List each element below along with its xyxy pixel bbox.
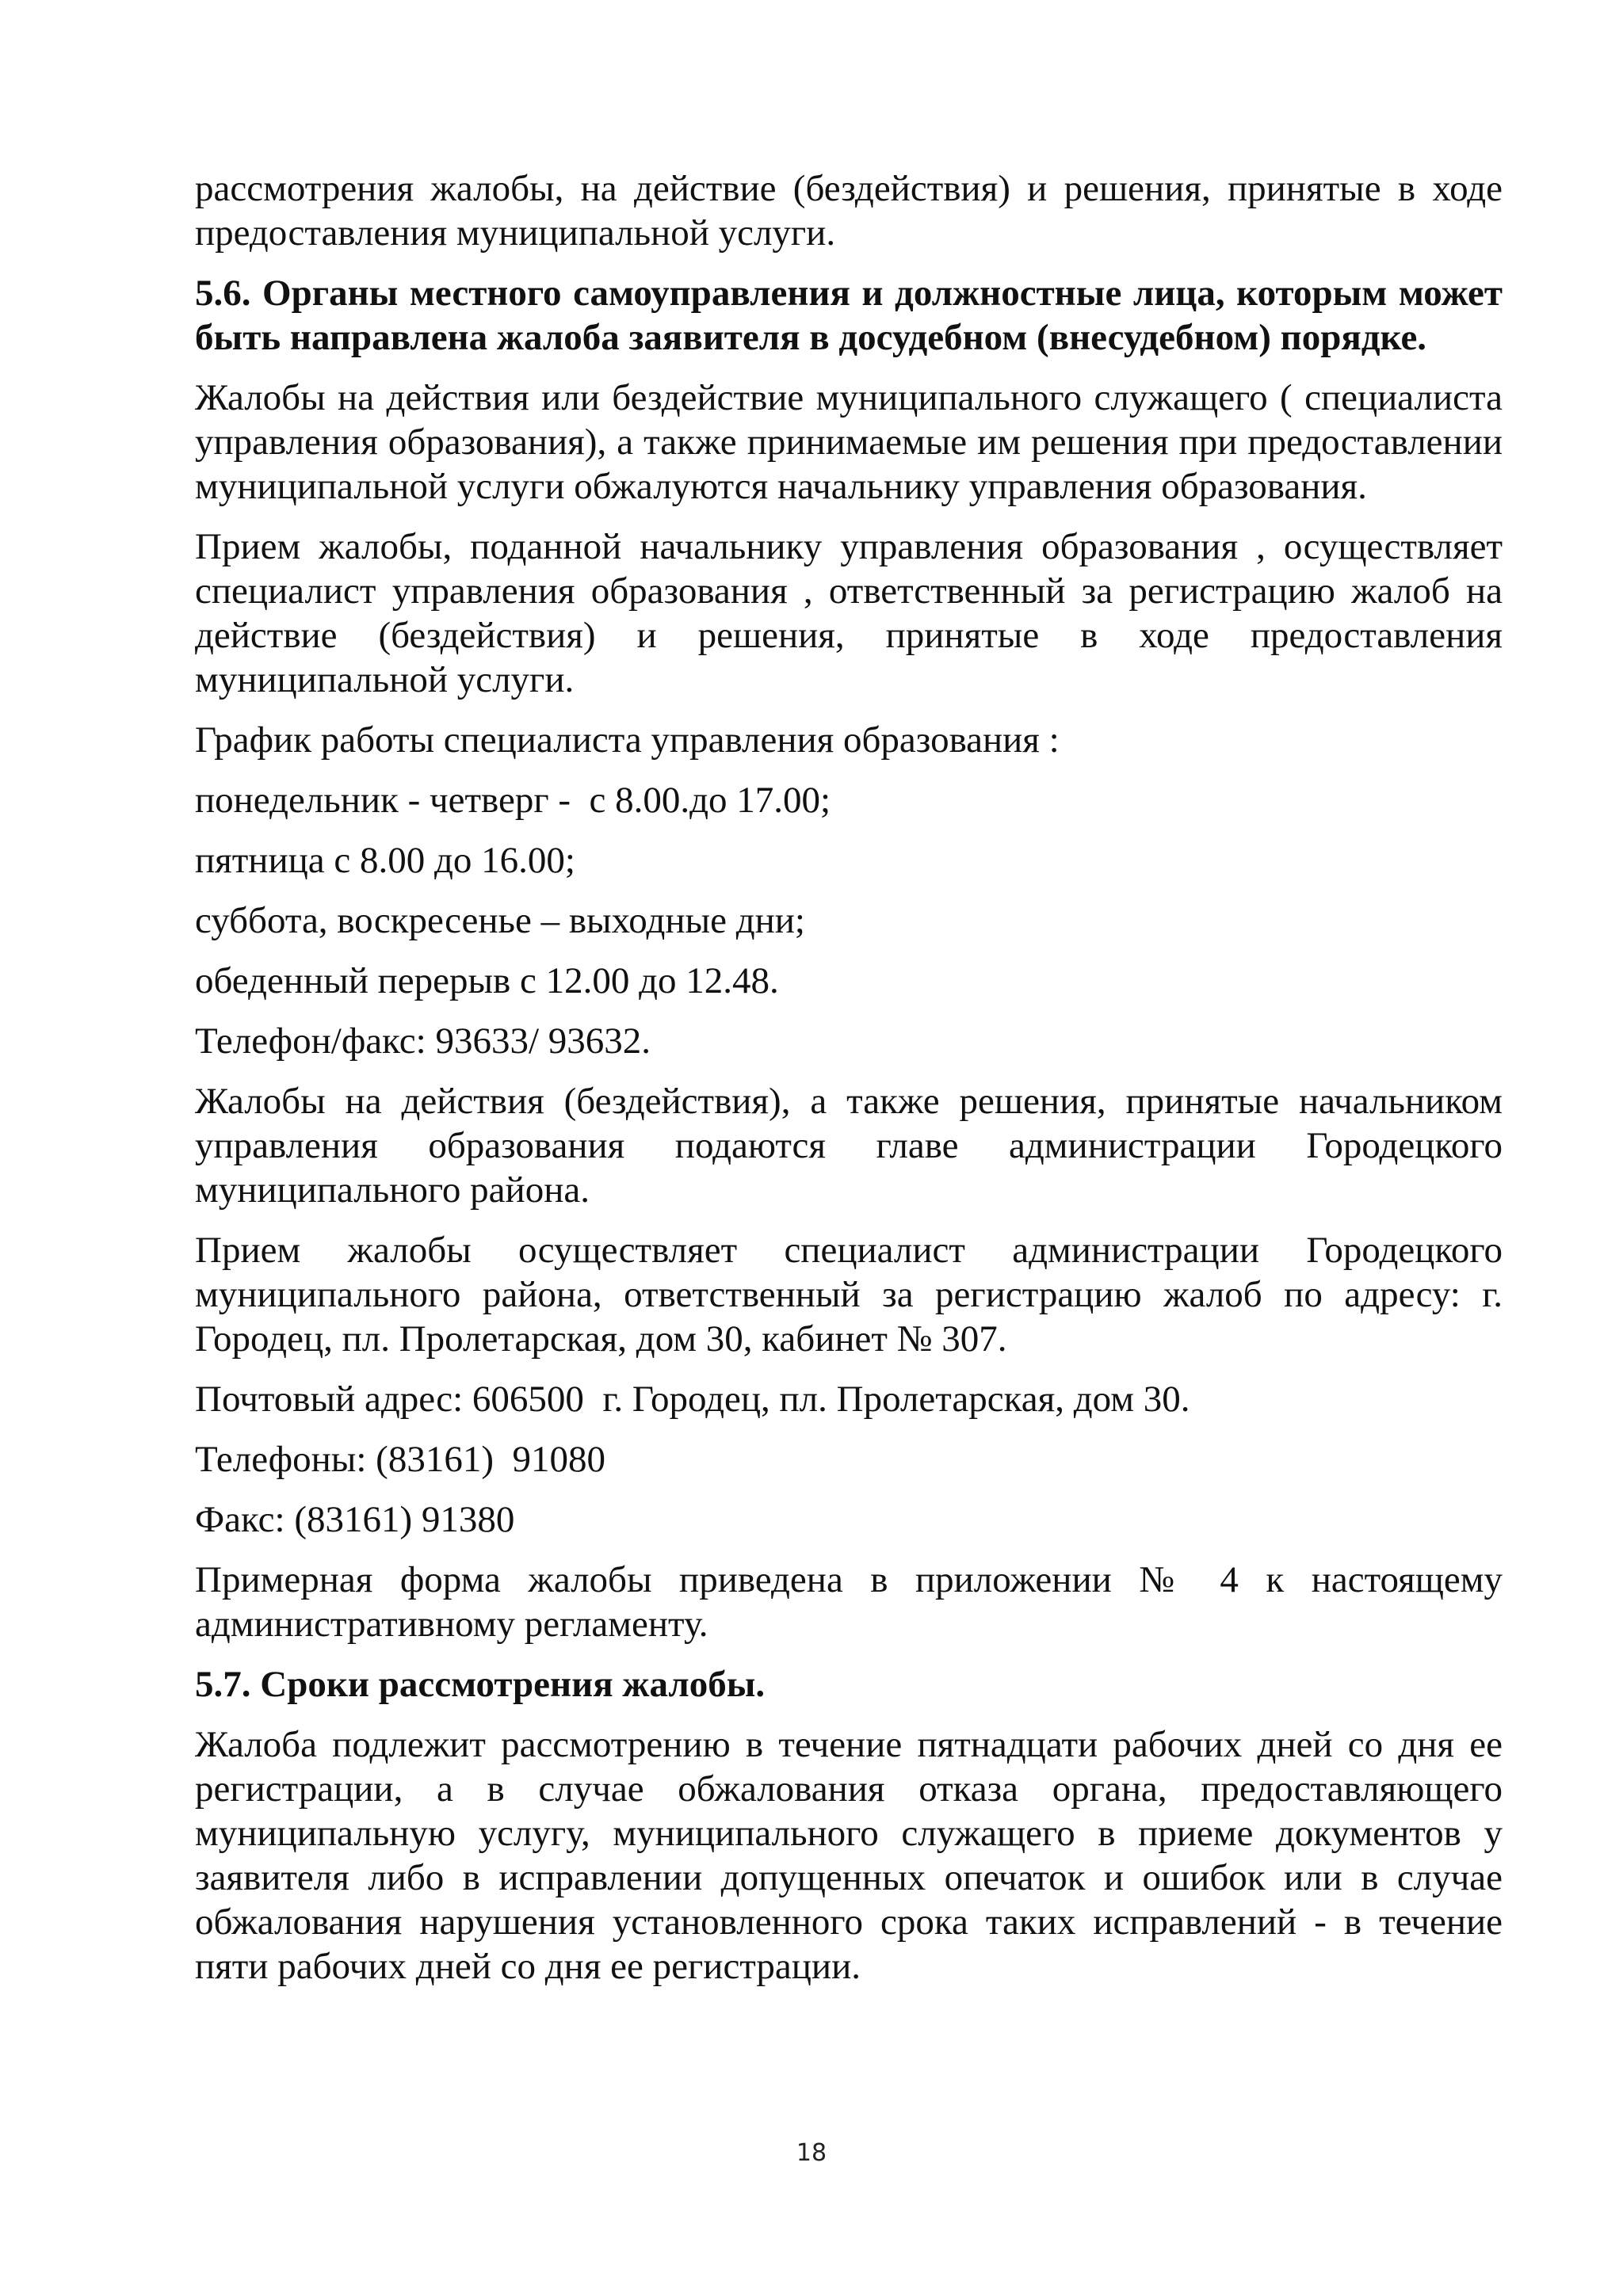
document-body [195,166,1503,2004]
fax-line: Факс: (83161) 91380 [195,1499,515,1540]
paragraph-administration-reception: Прием жалобы осуществляет специалист администрации Городецкого муниципального района, ответственный за регистрацию жалоб по адресу: г. Городец, пл. Пролетарская, дом 30, кабинет № 307. [195,1230,1503,1360]
phones-line: Телефоны: (83161) 91080 [195,1439,605,1480]
page-number: 18 [796,2139,827,2167]
section-heading-5-7: 5.7. Сроки рассмотрения жалобы. [195,1664,766,1705]
schedule-mon-thu: понедельник - четверг - с 8.00.до 17.00; [195,780,831,821]
schedule-friday: пятница с 8.00 до 16.00; [195,840,575,881]
paragraph-complaint-review-continuation: рассмотрения жалобы, на действие (бездействия) и решения, принятые в ходе предоставления муниципальной услуги. [195,168,1503,254]
paragraph-complaints-to-administration: Жалобы на действия (бездействия), а также решения, принятые начальником управления образования подаются главе администрации Городецкого муниципального района. [195,1081,1503,1211]
schedule-title: График работы специалиста управления образования : [195,719,1060,761]
paragraph-complaints-to-head: Жалобы на действия или бездействие муниципального служащего ( специалиста управления образования), а также принимаемые им решения при предоставлении муниципальной услуги обжалуются начальнику управления образования. [195,377,1503,507]
postal-address-line: Почтовый адрес: 606500 г. Городец, пл. Пролетарская, дом 30. [195,1379,1190,1420]
section-heading-5-6: 5.6. Органы местного самоуправления и должностные лица, которым может быть направлена жалоба заявителя в досудебном (внесудебном) порядке. [195,273,1503,358]
schedule-weekend: суббота, воскресенье – выходные дни; [195,900,805,941]
schedule-lunch-break: обеденный перерыв с 12.00 до 12.48. [195,960,779,1001]
paragraph-review-deadlines: Жалоба подлежит рассмотрению в течение пятнадцати рабочих дней со дня ее регистрации, а в случае обжалования отказа органа, предоставляющего муниципальную услугу, муниципального служащего в приеме документов у заявителя либо в исправлении допущенных опечаток и ошибок или в случае обжалования нарушения установленного срока таких исправлений - в течение пяти рабочих дней со дня ее регистрации. [195,1724,1503,1987]
paragraph-sample-form: Примерная форма жалобы приведена в приложении № 4 к настоящему административному регламенту. [195,1559,1503,1645]
paragraph-complaint-reception: Прием жалобы, поданной начальнику управления образования , осуществляет специалист управления образования , ответственный за регистрацию жалоб на действие (бездействия) и решения, принятые в ходе предоставления муниципальной услуги. [195,526,1503,700]
phone-fax-line: Телефон/факс: 93633/ 93632. [195,1020,651,1062]
